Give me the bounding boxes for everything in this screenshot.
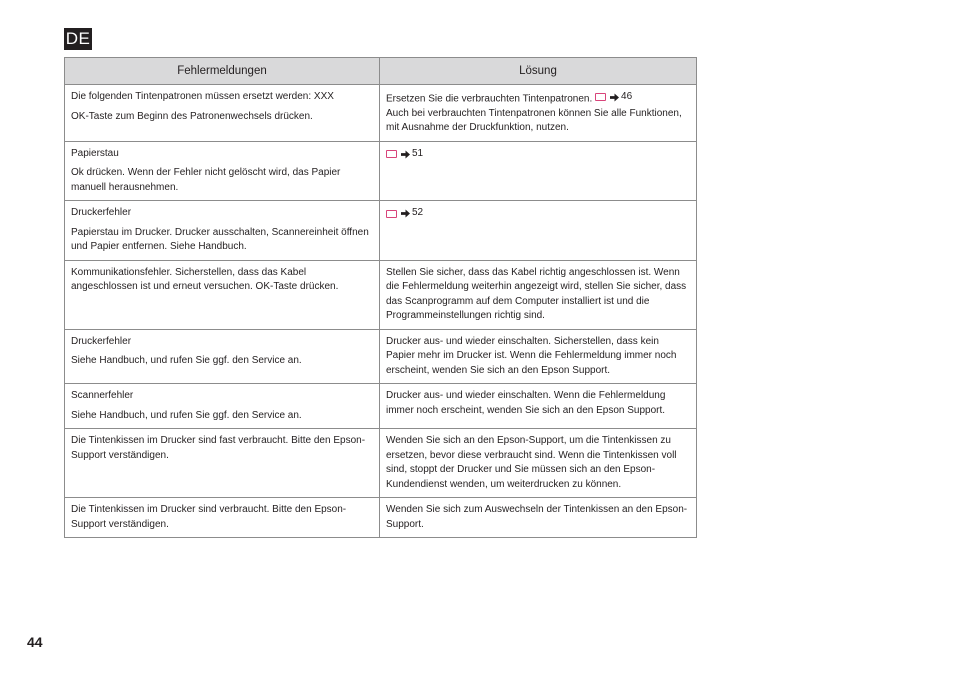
page-number: 44 (27, 634, 43, 650)
error-text: Ok drücken. Wenn der Fehler nicht gelöscht wird, das Papier manuell herausnehmen. (71, 167, 341, 193)
error-message-table (64, 57, 697, 538)
error-cell (65, 260, 380, 329)
table-row (65, 384, 697, 429)
error-text: OK-Taste zum Beginn des Patronenwechsels drücken. (71, 110, 313, 122)
solution-cell (380, 85, 697, 142)
table-row (65, 141, 697, 201)
solution-text: Auch bei verbrauchten Tintenpatronen können Sie alle Funktionen, mit Ausnahme der Druckfunktion, nutzen. (386, 107, 682, 134)
error-text: Druckerfehler (71, 207, 132, 219)
solution-cell (380, 384, 697, 429)
error-cell (65, 429, 380, 498)
error-cell (65, 201, 380, 261)
error-text: Siehe Handbuch, und rufen Sie ggf. den Service an. (71, 409, 302, 421)
error-cell (65, 85, 380, 142)
solution-text: Drucker aus- und wieder einschalten. Sicherstellen, dass kein Papier mehr im Drucker ist. Wenn die Fehlermeldung immer noch erscheint, wenden Sie sich an den Epson Support. (386, 335, 677, 376)
solution-text: Ersetzen Sie die verbrauchten Tintenpatronen. (386, 93, 593, 105)
manual-book-icon (386, 210, 397, 218)
page-reference[interactable] (386, 206, 423, 221)
solution-text: Wenden Sie sich zum Auswechseln der Tintenkissen an den Epson-Support. (386, 504, 688, 530)
error-text: Druckerfehler (71, 335, 132, 347)
error-cell (65, 329, 380, 384)
arrow-right-icon (401, 150, 410, 159)
error-text: Papierstau (71, 147, 119, 159)
solution-cell (380, 429, 697, 498)
error-text: Die folgenden Tintenpatronen müssen ersetzt werden: XXX (71, 91, 334, 102)
error-text: Siehe Handbuch, und rufen Sie ggf. den Service an. (71, 355, 302, 367)
error-cell (65, 498, 380, 538)
solution-cell (380, 329, 697, 384)
error-cell (65, 384, 380, 429)
solution-text: Drucker aus- und wieder einschalten. Wenn die Fehlermeldung immer noch erscheint, wenden Sie sich an den Epson Support. (386, 390, 666, 416)
manual-book-icon (386, 150, 397, 158)
page-reference-number: 51 (412, 147, 424, 159)
error-text: Papierstau im Drucker. Drucker ausschalten, Scannereinheit öffnen und Papier entfernen. Siehe Handbuch. (71, 226, 369, 253)
table-row (65, 429, 697, 498)
solution-text: Stellen Sie sicher, dass das Kabel richtig angeschlossen ist. Wenn die Fehlermeldung weiterhin angezeigt wird, stellen Sie sicher, dass das Scanprogramm auf dem Computer installiert ist und die Programmeinstellungen richtig sind. (386, 266, 687, 322)
error-text: Die Tintenkissen im Drucker sind fast verbraucht. Bitte den Epson-Support verständigen. (71, 435, 366, 461)
error-text: Scannerfehler (71, 390, 134, 402)
table-row (65, 260, 697, 329)
column-header-solution: Lösung (380, 58, 697, 85)
table-row (65, 498, 697, 538)
table-row (65, 85, 697, 142)
solution-cell (380, 141, 697, 201)
solution-cell (380, 201, 697, 261)
solution-cell (380, 260, 697, 329)
table-row (65, 201, 697, 261)
error-text: Die Tintenkissen im Drucker sind verbraucht. Bitte den Epson-Support verständigen. (71, 504, 347, 530)
manual-book-icon (595, 93, 606, 101)
arrow-right-icon (610, 93, 619, 102)
table-header-row (65, 58, 697, 85)
page-reference[interactable] (595, 90, 632, 105)
column-header-error: Fehlermeldungen (65, 58, 380, 85)
error-text: Kommunikationsfehler. Sicherstellen, dass das Kabel angeschlossen ist und erneut versuchen. OK-Taste drücken. (71, 266, 339, 293)
solution-text: Wenden Sie sich an den Epson-Support, um die Tintenkissen zu ersetzen, bevor diese verbraucht sind. Wenn die Tintenkissen voll sind, stoppt der Drucker und Sie müssen sich an den Epson-Kundendienst wenden, um weiterdrucken zu können. (386, 435, 677, 490)
error-cell (65, 141, 380, 201)
page-reference-number: 52 (412, 207, 424, 219)
arrow-right-icon (401, 209, 410, 218)
page-reference[interactable] (386, 147, 423, 162)
page-reference-number: 46 (621, 91, 633, 102)
solution-cell (380, 498, 697, 538)
language-badge: DE (65, 29, 91, 48)
table-row (65, 329, 697, 384)
